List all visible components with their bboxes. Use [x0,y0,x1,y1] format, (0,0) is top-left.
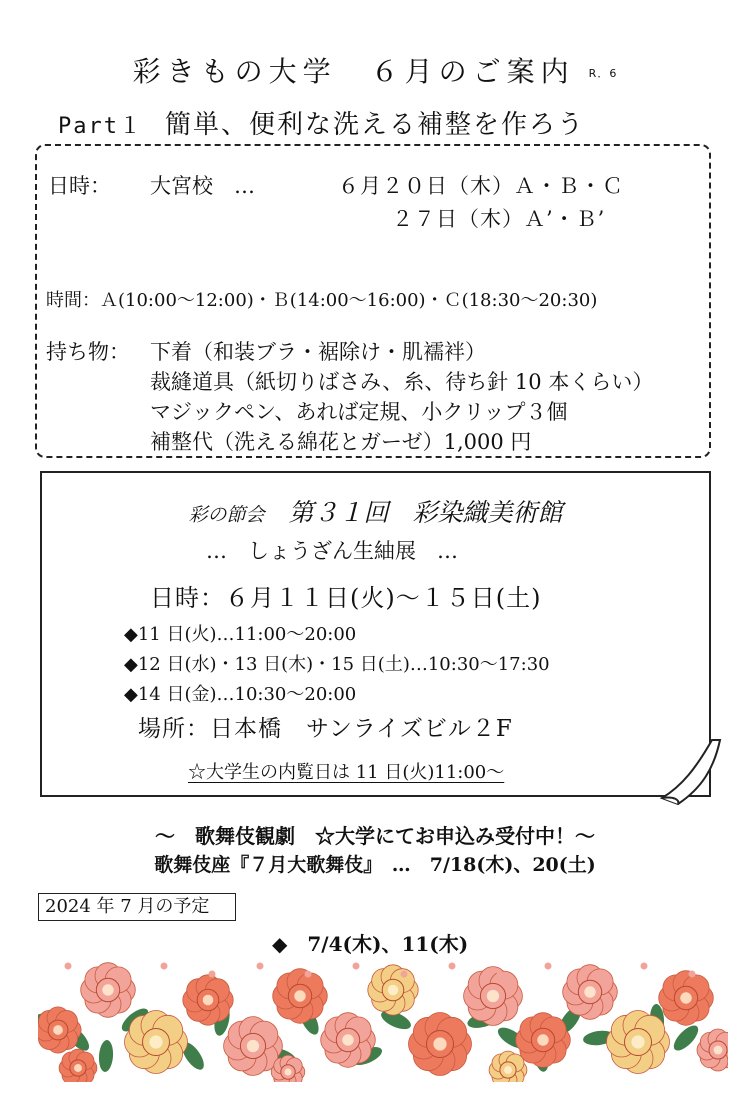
next-month-label: 2024 年 7 月の予定 [38,893,236,921]
exhibition-dates: 日時：６月１１日(火)～１５日(土) [150,584,542,612]
schedule-line-3: ◆14 日(金)…10:30～20:00 [124,684,357,705]
item-1: 下着（和装ブラ・裾除け・肌襦袢） [150,340,486,364]
date-line-2: ２７日（木）Ａ’・Ｂ’ [392,207,606,231]
exhibition-heading [40,493,711,529]
part1-title: 簡単、便利な洗える補整を作ろう [164,110,585,140]
schedule-line-2: ◆12 日(水)・13 日(木)・15 日(土)…10:30～17:30 [124,654,550,675]
kabuki-headline: ～ 歌舞伎観劇 ☆大学にてお申込み受付中！～ [155,824,595,848]
student-preview-note: ☆大学生の内覧日は 11 日(火)11:00～ [188,762,505,783]
page-title [0,50,750,90]
items-label: 持ち物： [46,340,130,364]
exhibition-subtitle: … しょうざん生紬展 … [206,539,458,563]
part1-heading [58,104,585,141]
page-curl-icon [652,738,722,810]
item-2: 裁縫道具（紙切りばさみ、糸、待ち針 10 本くらい） [150,370,654,394]
schedule-line-1: ◆11 日(火)…11:00～20:00 [124,624,357,645]
revision-label: R．6 [588,67,618,80]
exhibition-org: 彩の節会 [188,504,265,526]
flower-border-image [38,960,728,1082]
part1-label: Part１ [58,114,143,139]
item-4: 補整代（洗える綿花とガーゼ）1,000 円 [150,430,532,454]
title-text: 彩きもの大学 ６月のご案内 [132,55,575,88]
exhibition-place: 場所：日本橋 サンライズビル２F [138,716,513,742]
date-label: 日時： [48,174,111,198]
exhibition-number: 第３１回 [288,498,389,527]
exhibition-venue-name: 彩染織美術館 [412,498,563,527]
date-line-1: ６月２０日（木）Ａ・Ｂ・Ｃ [338,174,624,198]
item-3: マジックペン、あれば定規、小クリップ３個 [150,400,568,424]
time-line: 時間：Ａ(10:00～12:00)・Ｂ(14:00～16:00)・Ｃ(18:30～20:30) [46,290,598,311]
kabuki-detail: 歌舞伎座『７月大歌舞伎』 … 7/18(木)、20(土) [154,854,596,876]
school-name: 大宮校 … [150,174,255,198]
next-month-dates: ◆ 7/4(木)、11(木) [272,932,469,956]
